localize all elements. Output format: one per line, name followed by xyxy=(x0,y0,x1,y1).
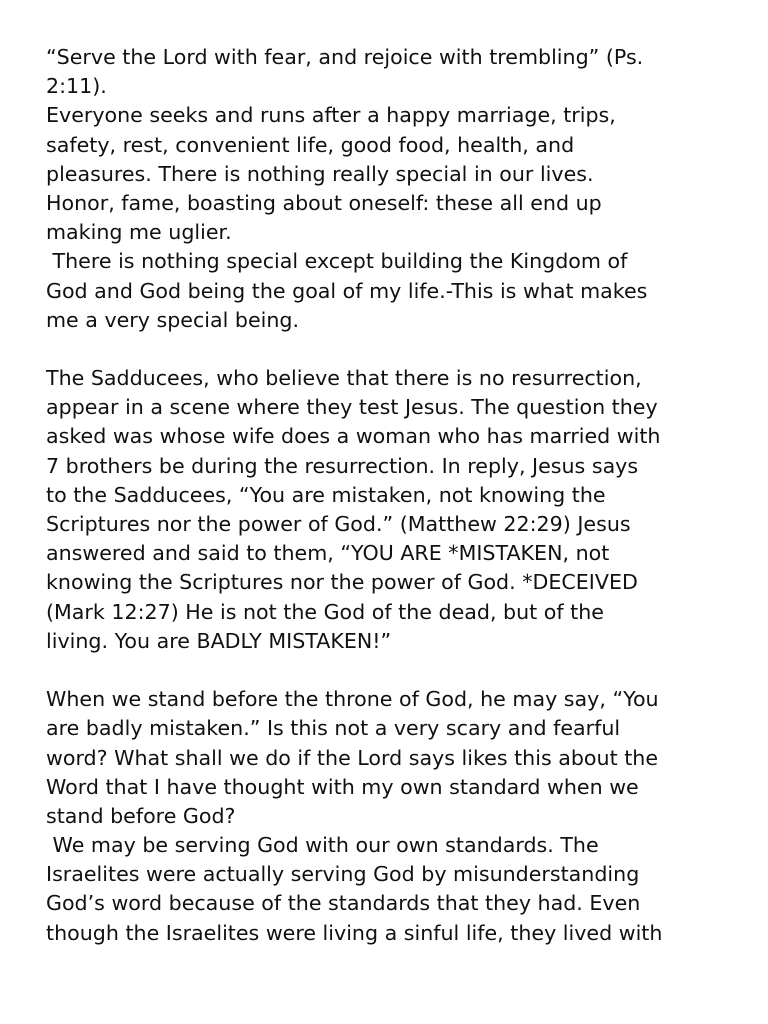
text-line: answered and said to them, “YOU ARE *MISTAKEN, not xyxy=(46,541,610,566)
text-line: (Mark 12:27) He is not the God of the dead, but of the xyxy=(46,599,604,624)
text-line: “Serve the Lord with fear, and rejoice with trembling” (Ps. xyxy=(46,45,644,69)
text-line: There is nothing special except building the Kingdom of xyxy=(46,249,628,274)
paragraph-2 xyxy=(46,364,740,656)
text-line: Israelites were actually serving God by misunderstanding xyxy=(46,862,640,887)
text-line: The Sadducees, who believe that there is no resurrection, xyxy=(46,366,642,391)
text-line: Scriptures nor the power of God.” (Matthew 22:29) Jesus xyxy=(46,512,631,536)
text-line: 2:11). xyxy=(46,74,107,99)
text-line: knowing the Scriptures nor the power of God. *DECEIVED xyxy=(46,570,638,595)
text-line: We may be serving God with our own standards. The xyxy=(46,833,599,858)
text-line: making me uglier. xyxy=(46,220,232,245)
text-line: When we stand before the throne of God, he may say, “You xyxy=(46,687,659,712)
text-line: to the Sadducees, “You are mistaken, not knowing the xyxy=(46,482,606,507)
text-line: Honor, fame, boasting about oneself: these all end up xyxy=(46,190,602,215)
text-line: God and God being the goal of my life.-This is what makes xyxy=(46,278,648,303)
text-line: Word that I have thought with my own standard when we xyxy=(46,774,639,799)
paragraph-3 xyxy=(46,685,740,948)
text-line: God’s word because of the standards that they had. Even xyxy=(46,891,641,916)
text-line: asked was whose wife does a woman who has married with xyxy=(46,424,661,449)
text-line: Everyone seeks and runs after a happy marriage, trips, xyxy=(46,103,616,128)
paragraph-gap xyxy=(46,656,740,685)
text-line: stand before God? xyxy=(46,803,236,828)
text-line: 7 brothers be during the resurrection. In reply, Jesus says xyxy=(46,453,639,478)
text-line: pleasures. There is nothing really special in our lives. xyxy=(46,161,594,186)
paragraph-1 xyxy=(46,43,740,335)
text-line: me a very special being. xyxy=(46,307,300,332)
text-line: word? What shall we do if the Lord says likes this about the xyxy=(46,745,658,770)
text-line: safety, rest, convenient life, good food, health, and xyxy=(46,132,575,157)
paragraph-gap xyxy=(46,335,740,364)
text-line: appear in a scene where they test Jesus. The question they xyxy=(46,395,658,420)
text-line: living. You are BADLY MISTAKEN!” xyxy=(46,628,392,653)
text-line: are badly mistaken.” Is this not a very scary and fearful xyxy=(46,716,621,741)
text-line: though the Israelites were living a sinful life, they lived with xyxy=(46,920,663,945)
